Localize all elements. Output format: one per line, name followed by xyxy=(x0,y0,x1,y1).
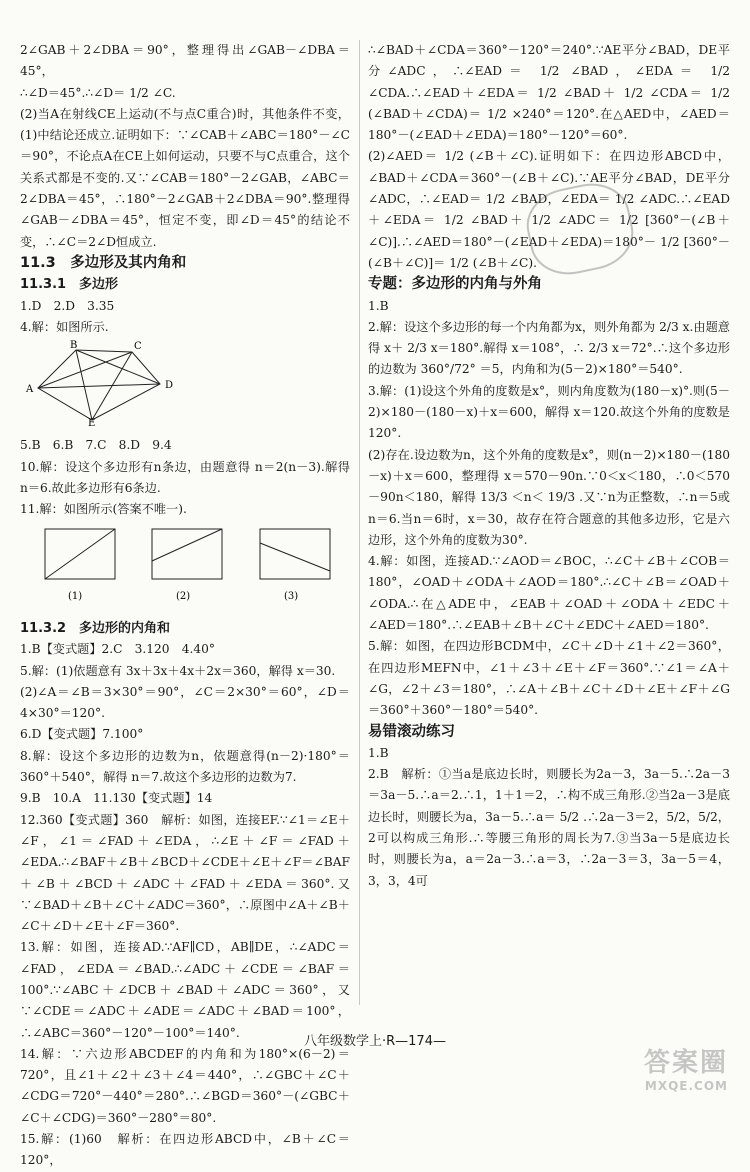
answer-paragraph: 6.D【变式题】7.100° xyxy=(20,727,144,742)
section-heading: 易错滚动练习 xyxy=(368,723,455,740)
answer-paragraph: 9.B 10.A 11.130【变式题】14 xyxy=(20,791,213,806)
answer-paragraph: 3.解：(1)设这个外角的度数是x°，则内角度数为(180－x)°.则(5－2)×180－(180－x)＋x＝600，解得 x＝120.故这个外角的度数是120°. xyxy=(368,383,730,441)
answer-paragraph: 5.B 6.B 7.C 8.D 9.4 xyxy=(20,438,172,453)
pentagon-label-c: C xyxy=(134,341,142,353)
pentagon-label-e: E xyxy=(88,418,96,427)
answer-paragraph: 4.解：如图，连接AD.∵∠AOD＝∠BOC，∴∠C＋∠B＋∠COB＝180°，∠OAD＋∠ODA＋∠AOD＝180°.∴∠C＋∠B＝∠OAD＋∠ODA.∴在△ADE中，∠EAB＋∠OAD＋∠ODA＋∠EDC＋∠AED＝180°.∴∠EAB＋∠B＋∠C＋∠EDC＋∠AED＝180°. xyxy=(368,554,730,633)
pentagon-label-d: D xyxy=(165,380,174,392)
watermark-url: MXQE.COM xyxy=(644,1079,728,1093)
right-column xyxy=(368,40,730,892)
answer-paragraph: (2)∠AED＝ 1/2 (∠B＋∠C).证明如下：在四边形ABCD中，∠BAD＋∠CDA＝360°－(∠B＋∠C).∵AE平分∠BAD，DE平分∠ADC，∴∠EAD＝ 1/2 ∠BAD，∠EDA＝ 1/2 ∠ADC.∴∠EAD＋∠EDA＝ 1/2 ∠BAD＋ 1/2 ∠ADC＝ 1/2 [360°－(∠B＋∠C)].∴∠AED＝180°－(∠EAD＋∠EDA)＝180°－ 1/2 [360°－(∠B＋∠C)]＝ 1/2 (∠B＋∠C). xyxy=(368,149,730,270)
subsection-heading: 11.3.2 多边形的内角和 xyxy=(20,620,171,636)
answer-paragraph: 14.解：∵六边形ABCDEF的内角和为180°×(6－2)＝720°，且∠1＋∠2＋∠3＋∠4＝440°，∴∠GBC＋∠C＋∠CDG＝720°－440°＝280°.∴∠BGD＝360°－(∠GBC＋∠C＋∠CDG)＝360°－280°＝80°. xyxy=(20,1046,350,1125)
answer-paragraph: 1.B【变式题】2.C 3.120 4.40° xyxy=(20,642,215,657)
answer-paragraph: ∴∠BAD＋∠CDA＝360°－120°＝240°.∵AE平分∠BAD，DE平分∠ADC，∴∠EAD＝ 1/2 ∠BAD，∠EDA＝ 1/2 ∠CDA.∴∠EAD＋∠EDA＝ 1/2 ∠BAD＋ 1/2 ∠CDA＝ 1/2 (∠BAD＋∠CDA)＝ 1/2 ×240°＝120°.在△AED中，∠AED＝180°－(∠EAD＋∠EDA)＝180°－120°＝60°. xyxy=(368,43,730,143)
rect-caption-2: (2) xyxy=(176,590,191,602)
answer-paragraph: 10.解：设这个多边形有n条边，由题意得 n＝2(n－3).解得 n＝6.故此多边形有6条边. xyxy=(20,459,350,496)
answer-paragraph: 2∠GAB＋2∠DBA＝90°，整理得出∠GAB－∠DBA＝45°， xyxy=(20,43,350,79)
answer-paragraph: ∴∠D＝45°.∴∠D＝ 1/2 ∠C. xyxy=(20,85,176,100)
subsection-heading: 11.3.1 多边形 xyxy=(20,277,119,293)
answer-paragraph: 8.解：设这个多边形的边数为n，依题意得(n－2)·180°＝360°＋540°，解得 n＝7.故这个多边形的边数为7. xyxy=(20,748,350,785)
three-rectangles-figure xyxy=(20,523,350,616)
watermark-title: 答案圈 xyxy=(643,1048,728,1078)
answer-paragraph: 1.B xyxy=(368,298,389,313)
left-column xyxy=(20,40,350,1172)
answer-paragraph: 15.解：(1)60 解析：在四边形ABCD中，∠B＋∠C＝120°， xyxy=(20,1132,350,1168)
answer-paragraph: 2.解：设这个多边形的每一个内角都为x，则外角都为 2/3 x.由题意得 x＋ 2/3 x＝180°.解得 x＝108°，∴ 2/3 x＝72°.∴这个多边形的边数为 360°/72° ＝5，内角和为(5－2)×180°＝540°. xyxy=(368,319,730,377)
answer-paragraph: (2)当A在射线CE上运动(不与点C重合)时，其他条件不变，(1)中结论还成立.证明如下：∵∠CAB＋∠ABC＝180°－∠C＝90°，不论点A在CE上如何运动，只要不与C点重合，这个关系式都是不变的.又∵∠CAB＝180°－2∠GAB，∠ABC＝2∠DBA＝45°，∴180°－2∠GAB＋2∠DBA＝90°.整理得∠GAB－∠DBA＝45°，恒定不变，即∠D＝45°的结论不变，∴∠C＝2∠D恒成立. xyxy=(20,106,350,249)
answer-paragraph: 13.解：如图，连接AD.∵AF∥CD，AB∥DE，∴∠ADC＝∠FAD，∠EDA＝∠BAD.∴∠ADC＋∠CDE＝∠BAF＝100°.∵∠ABC＋∠DCB＋∠BAD＋∠ADC＝360°，又∵∠CDE＝∠ADC＋∠ADE＝∠ADC＋∠BAD＝100°，∴∠ABC＝360°－120°－100°＝140°. xyxy=(20,940,350,1040)
pentagon-figure xyxy=(20,340,350,433)
rect-caption-3: (3) xyxy=(284,590,299,602)
answer-paragraph: 1.B xyxy=(368,745,389,760)
answer-paragraph: 11.解：如图所示(答案不唯一). xyxy=(20,502,187,517)
answer-paragraph: 5.解：(1)依题意有 3x＋3x＋4x＋2x＝360，解得 x＝30. xyxy=(20,663,336,678)
watermark-logo xyxy=(644,1042,728,1093)
section-heading: 专题：多边形的内角与外角 xyxy=(368,276,542,293)
column-divider xyxy=(359,40,360,1005)
answer-paragraph: 4.解：如图所示. xyxy=(20,319,109,334)
answer-paragraph: 2.B 解析：①当a是底边长时，则腰长为2a－3，3a－5.∴2a－3＝3a－5.∴a＝2.∴1，1＋1＝2，∴构不成三角形.②当2a－3是底边长时，则腰长为a，3a－5.∴a＝ 5/2 .∴2a－3＝2，5/2，5/2，2可以构成三角形.∴等腰三角形的周长为7.③当3a－5是底边长时，则腰长为a，a＝2a－3.∴a＝3，∴2a－3＝3，3a－5＝4，3，3，4可 xyxy=(368,767,730,888)
pentagon-label-b: B xyxy=(70,340,78,352)
answer-paragraph: (2)存在.设边数为n，这个外角的度数是x°，则(n－2)×180－(180－x)＋x＝600，整理得 x＝570－90n.∵0＜x＜180，∴0＜570－90n＜180，解得 13/3 ＜n＜ 19/3 .又∵n为正整数，∴n＝5或n＝6.当n＝6时，x＝30，故存在符合题意的其他多边形，它是六边形，这个外角的度数为30°. xyxy=(368,447,730,547)
section-heading: 11.3 多边形及其内角和 xyxy=(20,254,187,271)
pentagon-label-a: A xyxy=(26,384,34,396)
answer-paragraph: 1.D 2.D 3.35 xyxy=(20,298,115,313)
answer-paragraph: (2)∠A＝∠B＝3×30°＝90°，∠C＝2×30°＝60°，∠D＝4×30°＝120°. xyxy=(20,684,350,721)
answer-paragraph: 5.解：如图，在四边形BCDM中，∠C＋∠D＋∠1＋∠2＝360°，在四边形MEFN中，∠1＋∠3＋∠E＋∠F＝360°.∵∠1＝∠A＋∠G，∠2＋∠3＝180°，∴∠A＋∠B＋∠C＋∠D＋∠E＋∠F＋∠G＝360°＋360°－180°＝540°. xyxy=(368,639,730,718)
answer-paragraph: 12.360【变式题】360 解析：如图，连接EF.∵∠1＝∠E＋∠F，∠1＝∠FAD＋∠EDA，∴∠E＋∠F＝∠FAD＋∠EDA.∴∠BAF＋∠B＋∠BCD＋∠CDE＋∠E＋∠F＝∠BAF＋∠B＋∠BCD＋∠ADC＋∠FAD＋∠EDA＝360°.又∵∠BAD＋∠B＋∠C＋∠ADC＝360°，∴原图中∠A＋∠B＋∠C＋∠D＋∠E＋∠F＝360°. xyxy=(20,812,350,934)
rect-caption-1: (1) xyxy=(68,590,83,602)
page-footer: 八年级数学上·R—174— xyxy=(304,1034,446,1049)
